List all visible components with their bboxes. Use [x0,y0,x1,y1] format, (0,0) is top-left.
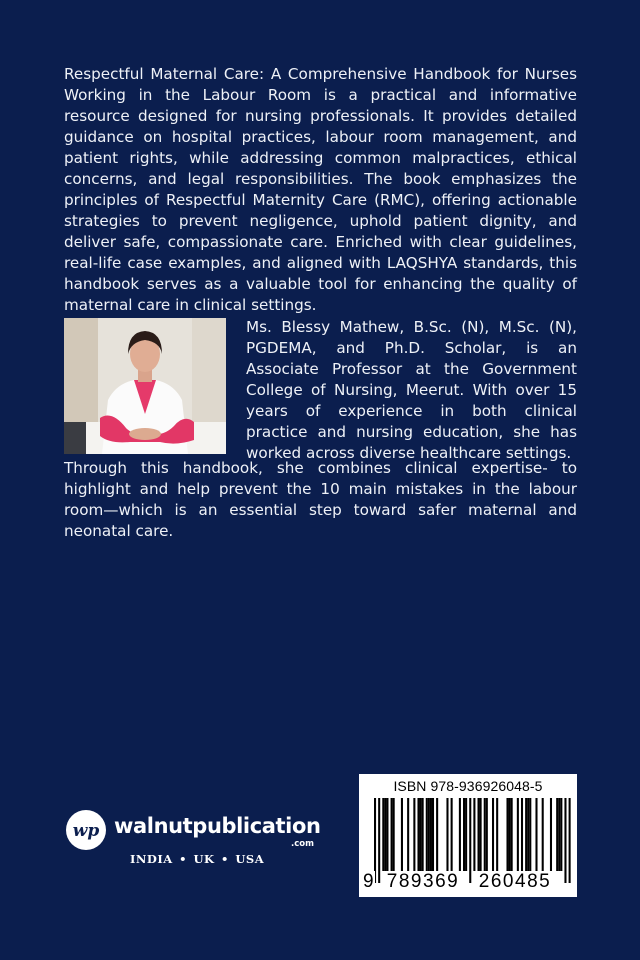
barcode-bar [492,798,494,871]
barcode-bar [525,798,527,871]
barcode-bar [535,798,537,871]
author-photo [64,318,226,454]
barcode-guard-bar [469,798,471,883]
barcode-guard-bar [564,798,566,883]
barcode-bar [529,798,531,871]
publisher-monogram-icon [66,810,106,850]
author-bio: Ms. Blessy Mathew, B.Sc. (N), M.Sc. (N), PGDEMA, and Ph.D. Scholar, is an Associate Professor at the Government College of Nursing, Meerut. With over 15 years of experience in both clinical practice and nursing education, she has worked across diverse healthcare settings. [246,318,577,462]
barcode-bar [446,798,448,871]
barcode-bar [417,798,419,871]
barcode-bar [459,798,461,871]
barcode-guard-bar [569,798,571,883]
barcode-bar [401,798,403,871]
barcode-bar [556,798,558,871]
barcode-bar [558,798,560,871]
barcode-bar [463,798,465,871]
barcode-bar [407,798,409,871]
barcode-digit-first: 9 [363,871,376,892]
barcode-bar [509,798,511,871]
barcode-bar [413,798,415,871]
barcode-digits-right: 260485 [473,871,557,893]
publisher-monogram: wp [72,821,100,841]
barcode-bar [386,798,388,871]
barcode-bar [517,798,519,871]
barcode-bar [478,798,480,871]
barcode-bar [527,798,529,871]
book-description: Respectful Maternal Care: A Comprehensive Handbook for Nurses Working in the Labour Room is a practical and informative resource designed for nursing professionals. It provides detailed guidance on hospital practices, labour room management, and patient rights, while addressing common malpractices, ethical concerns, and legal responsibilities. The book emphasizes the principles of Respectful Maternity Care (RMC), offering actionable strategies to prevent negligence, uphold patient dignity, and deliver safe, compassionate care. Enriched with clear guidelines, real-life case examples, and aligned with LAQSHYA standards, this handbook serves as a valuable tool for enhancing the quality of maternal care in clinical settings. [64,65,577,314]
isbn-label: ISBN 978-936926048-5 [393,778,543,794]
isbn-barcode [359,774,577,897]
barcode-bar [391,798,393,871]
barcode-bar [560,798,562,871]
publisher-logo [66,806,326,876]
barcode-bar [428,798,430,871]
barcode-bar [432,798,434,871]
barcode-bar [420,798,422,871]
barcode-bar [511,798,513,871]
barcode-bar [393,798,395,871]
barcode-bar [436,798,438,871]
barcode-bar [465,798,467,871]
barcode-bar [384,798,386,871]
barcode-digits-left: 789369 [381,871,465,893]
barcode-bar [486,798,488,871]
barcode-bar [426,798,428,871]
barcode-bar [506,798,508,871]
barcode-bar [484,798,486,871]
barcode-bar [382,798,384,871]
barcode-bar [550,798,552,871]
barcode-bar [542,798,544,871]
barcode-bar [451,798,453,871]
publisher-name: walnutpublication [114,814,321,838]
author-portrait-illustration [64,318,226,454]
barcode-bar [430,798,432,871]
barcode-bar [521,798,523,871]
publisher-regions: INDIA • UK • USA [130,852,265,866]
barcode-guard-bar [378,798,380,883]
publisher-domain: .com [291,839,314,849]
barcode-bar [480,798,482,871]
author-bio-continued: Through this handbook, she combines clinical expertise- to highlight and help prevent the 10 main mistakes in the labour room—which is an essential step toward safer maternal and neonatal care. [64,459,577,540]
barcode-bar [496,798,498,871]
barcode-bar [422,798,424,871]
